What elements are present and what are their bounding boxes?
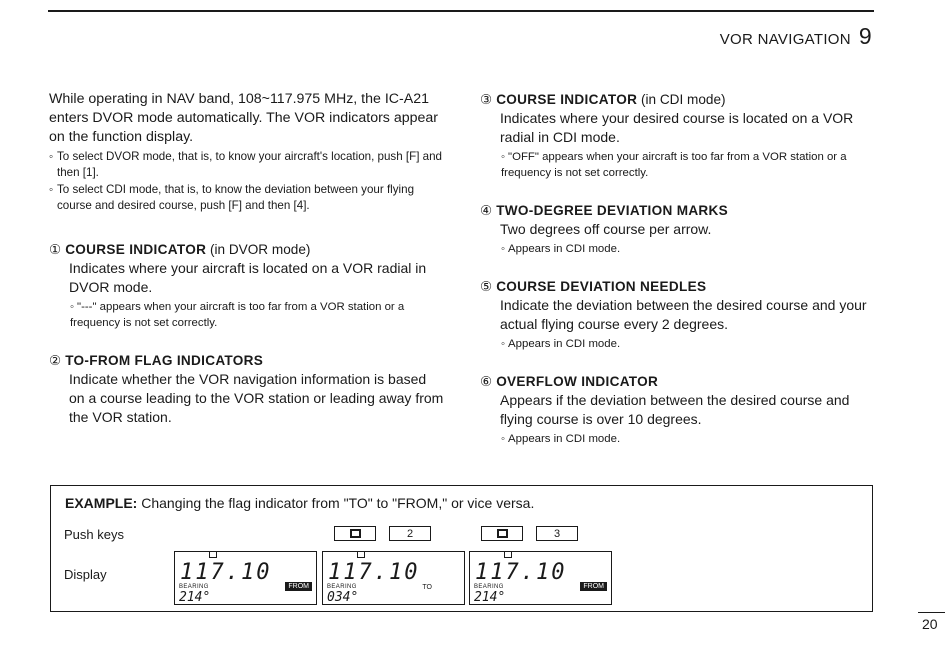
bearing-mark-icon — [357, 551, 365, 558]
section-body: Appears if the deviation between the desired course and flying course is over 10 degrees. — [500, 392, 850, 427]
section-heading: ② TO-FROM FLAG INDICATORS — [49, 353, 264, 368]
section-to-from-flag — [49, 351, 444, 427]
section-heading: ① COURSE INDICATOR (in DVOR mode) — [49, 242, 311, 257]
section-note: ◦ Appears in CDI mode. — [501, 243, 621, 255]
section-note: ◦ Appears in CDI mode. — [501, 433, 621, 445]
lcd-bearing-label: BEARING — [179, 584, 209, 590]
section-overflow-indicator — [480, 372, 880, 447]
page-number-rule — [918, 612, 945, 613]
section-deviation-needles — [480, 277, 880, 352]
lcd-course: 214° — [474, 590, 506, 605]
display-label: Display — [64, 567, 107, 582]
intro-bullets — [49, 149, 444, 214]
lcd-frequency: 117.10 — [475, 560, 567, 585]
intro-bullet: ◦ To select CDI mode, that is, to know the deviation between your flying course and desired course, push [F] and then [4]. — [49, 183, 415, 212]
function-key — [334, 526, 376, 541]
chapter-header — [720, 23, 872, 50]
lcd-display — [174, 551, 317, 605]
digit-key-2: 2 — [389, 526, 431, 541]
left-column — [49, 90, 444, 427]
lcd-course: 214° — [179, 590, 211, 605]
example-box — [50, 485, 873, 612]
section-body: Indicate the deviation between the desired course and your actual flying course every 2 degrees. — [500, 297, 867, 332]
lcd-frequency: 117.10 — [328, 560, 420, 585]
section-note: ◦ "OFF" appears when your aircraft is too far from a VOR station or a frequency is not set correctly. — [501, 151, 847, 179]
lcd-frequency: 117.10 — [180, 560, 272, 585]
section-deviation-marks — [480, 201, 880, 257]
section-heading: ④ TWO-DEGREE DEVIATION MARKS — [480, 203, 729, 218]
lcd-display — [469, 551, 612, 605]
section-note: ◦ "---" appears when your aircraft is too far from a VOR station or a frequency is not set correctly. — [70, 301, 405, 329]
bearing-mark-icon — [209, 551, 217, 558]
right-column — [480, 90, 880, 447]
section-course-indicator-dvor — [49, 240, 444, 331]
section-course-indicator-cdi — [480, 90, 880, 181]
bullet-icon: ◦ — [70, 301, 75, 313]
lcd-flag-from: FROM — [580, 582, 607, 591]
example-title: EXAMPLE: Changing the flag indicator from "TO" to "FROM," or vice versa. — [65, 495, 535, 511]
chapter-number: 9 — [858, 23, 872, 49]
section-body: Indicates where your aircraft is located on a VOR radial in DVOR mode. — [69, 260, 427, 295]
push-keys-label: Push keys — [64, 527, 124, 542]
bullet-icon: ◦ — [49, 183, 54, 196]
lcd-display — [322, 551, 465, 605]
lcd-course: 034° — [327, 590, 359, 605]
bearing-mark-icon — [504, 551, 512, 558]
section-body: Indicate whether the VOR navigation information is based on a course leading to the VOR station or leading away from the VOR station. — [69, 371, 444, 425]
lcd-flag-from: FROM — [285, 582, 312, 591]
digit-key-3: 3 — [536, 526, 578, 541]
lcd-bearing-label: BEARING — [327, 584, 357, 590]
section-heading: ⑥ OVERFLOW INDICATOR — [480, 374, 659, 389]
page-number: 20 — [922, 616, 938, 632]
lcd-flag-to: TO — [422, 584, 432, 591]
top-rule — [48, 10, 874, 12]
intro-bullet: ◦ To select DVOR mode, that is, to know your aircraft's location, push [F] and then [1]. — [49, 150, 442, 179]
section-note: ◦ Appears in CDI mode. — [501, 338, 621, 350]
function-key — [481, 526, 523, 541]
bullet-icon: ◦ — [501, 338, 506, 350]
intro-paragraph: While operating in NAV band, 108~117.975 MHz, the IC-A21 enters DVOR mode automatically. The VOR indicators appear on the function display. — [49, 91, 439, 145]
lcd-bearing-label: BEARING — [474, 584, 504, 590]
bullet-icon: ◦ — [501, 151, 506, 163]
bullet-icon: ◦ — [501, 243, 506, 255]
bullet-icon: ◦ — [501, 433, 506, 445]
section-heading: ⑤ COURSE DEVIATION NEEDLES — [480, 279, 707, 294]
bullet-icon: ◦ — [49, 150, 54, 163]
chapter-title: VOR NAVIGATION — [719, 31, 851, 48]
section-body: Indicates where your desired course is located on a VOR radial in CDI mode. — [500, 110, 854, 145]
section-body: Two degrees off course per arrow. — [500, 221, 712, 237]
section-heading: ③ COURSE INDICATOR (in CDI mode) — [480, 92, 726, 107]
